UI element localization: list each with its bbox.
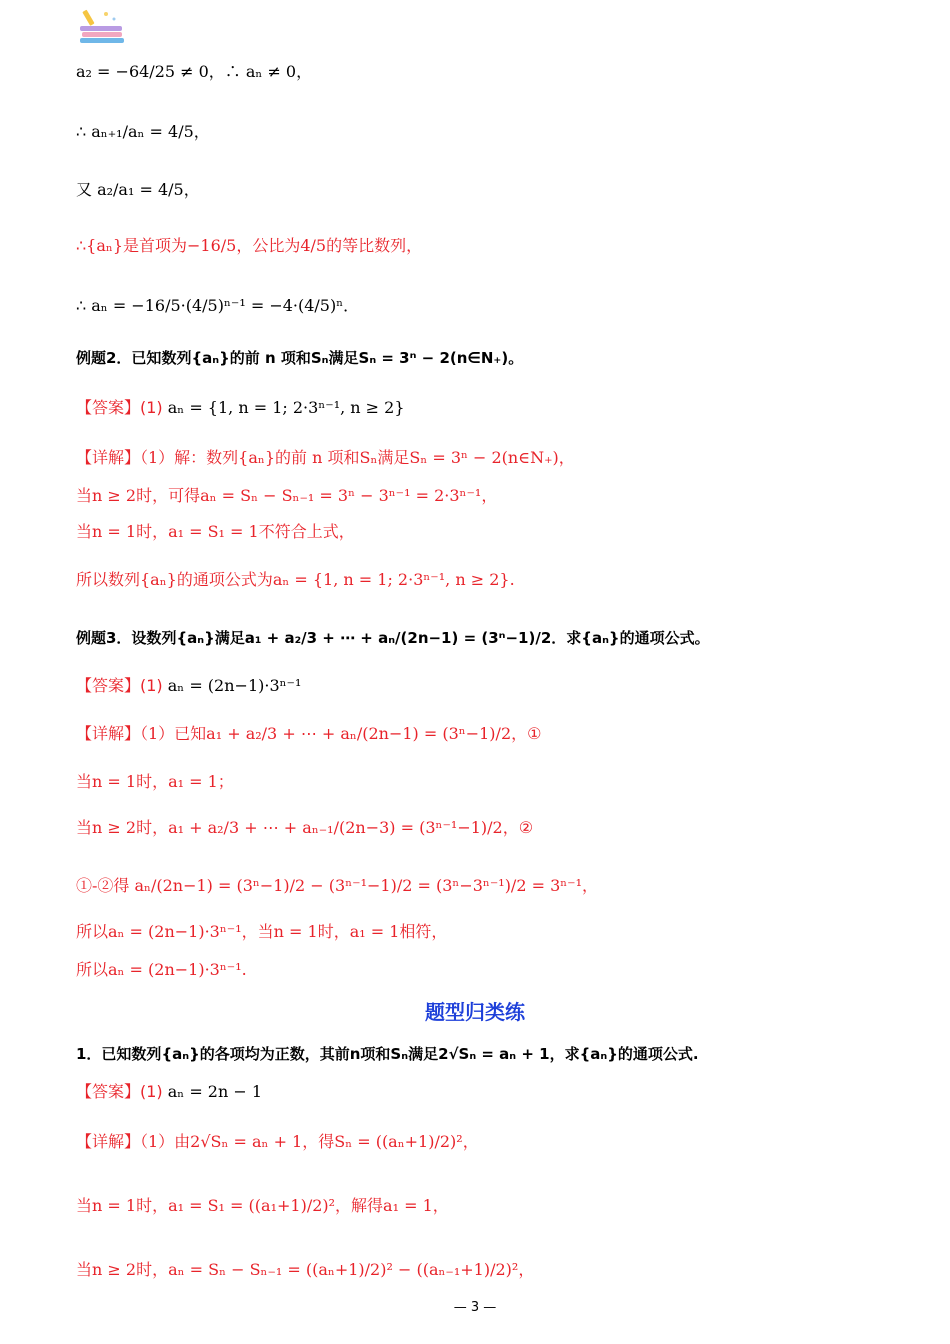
- example-3-question: 例题3．设数列{aₙ}满足a₁ + a₂/3 + ⋯ + aₙ/(2n−1) = (3ⁿ−1)/2．求{aₙ}的通项公式。: [76, 629, 710, 647]
- example-2-answer: [76, 398, 405, 418]
- answer-formula: aₙ = 2n − 1: [167, 1082, 263, 1101]
- example-3-solution-2: 当n = 1时，a₁ = 1；: [76, 772, 234, 791]
- example-3-solution-5: 所以aₙ = (2n−1)·3ⁿ⁻¹，当n = 1时，a₁ = 1相符，: [76, 922, 448, 941]
- example-2-solution-1: 【详解】（1）解：数列{aₙ}的前 n 项和Sₙ满足Sₙ = 3ⁿ − 2(n∈N₊)，: [76, 448, 575, 467]
- derivation-line-4: ∴{aₙ}是首项为−16/5，公比为4/5的等比数列，: [76, 236, 423, 255]
- page-number: — 3 —: [453, 1300, 497, 1315]
- example-2-solution-2: 当n ≥ 2时，可得aₙ = Sₙ − Sₙ₋₁ = 3ⁿ − 3ⁿ⁻¹ = 2·3ⁿ⁻¹，: [76, 486, 498, 505]
- exercise-1-answer: [76, 1082, 262, 1102]
- example-3-solution-4: ①-②得 aₙ/(2n−1) = (3ⁿ−1)/2 − (3ⁿ⁻¹−1)/2 = (3ⁿ−3ⁿ⁻¹)/2 = 3ⁿ⁻¹，: [76, 876, 599, 895]
- answer-label: 【答案】(1): [76, 1082, 163, 1101]
- answer-formula: aₙ = (2n−1)·3ⁿ⁻¹: [167, 676, 302, 695]
- derivation-line-1: a₂ = −64/25 ≠ 0，∴ aₙ ≠ 0，: [76, 62, 313, 81]
- exercise-1-solution-3: 当n ≥ 2时，aₙ = Sₙ − Sₙ₋₁ = ((aₙ+1)/2)² − ((aₙ₋₁+1)/2)²，: [76, 1260, 535, 1279]
- derivation-line-2: ∴ aₙ₊₁/aₙ = 4/5，: [76, 122, 210, 141]
- section-heading: 题型归类练: [425, 1000, 525, 1024]
- derivation-line-3: 又 a₂/a₁ = 4/5，: [76, 180, 200, 199]
- answer-label: 【答案】(1): [76, 398, 163, 417]
- example-3-answer: [76, 676, 301, 696]
- example-2-solution-3: 当n = 1时，a₁ = S₁ = 1不符合上式，: [76, 522, 355, 541]
- exercise-1-question: 1．已知数列{aₙ}的各项均为正数，其前n项和Sₙ满足2√Sₙ = aₙ + 1，求{aₙ}的通项公式.: [76, 1045, 699, 1063]
- exercise-1-solution-2: 当n = 1时，a₁ = S₁ = ((a₁+1)/2)²，解得a₁ = 1，: [76, 1196, 449, 1215]
- example-2-solution-4: 所以数列{aₙ}的通项公式为aₙ = {1, n = 1; 2·3ⁿ⁻¹, n ≥ 2}.: [76, 570, 515, 589]
- derivation-line-5: ∴ aₙ = −16/5·(4/5)ⁿ⁻¹ = −4·(4/5)ⁿ．: [76, 296, 360, 315]
- example-3-solution-3: 当n ≥ 2时，a₁ + a₂/3 + ⋯ + aₙ₋₁/(2n−3) = (3ⁿ⁻¹−1)/2，②: [76, 818, 534, 837]
- books-pencil-icon: [76, 8, 128, 50]
- answer-formula: aₙ = {1, n = 1; 2·3ⁿ⁻¹, n ≥ 2}: [167, 398, 405, 417]
- exercise-1-solution-1: 【详解】（1）由2√Sₙ = aₙ + 1，得Sₙ = ((aₙ+1)/2)²，: [76, 1132, 479, 1151]
- example-3-solution-6: 所以aₙ = (2n−1)·3ⁿ⁻¹.: [76, 960, 247, 979]
- answer-label: 【答案】(1): [76, 676, 163, 695]
- example-3-solution-1: 【详解】（1）已知a₁ + a₂/3 + ⋯ + aₙ/(2n−1) = (3ⁿ−1)/2，①: [76, 724, 542, 743]
- example-2-question: 例题2．已知数列{aₙ}的前 n 项和Sₙ满足Sₙ = 3ⁿ − 2(n∈N₊)。: [76, 349, 524, 367]
